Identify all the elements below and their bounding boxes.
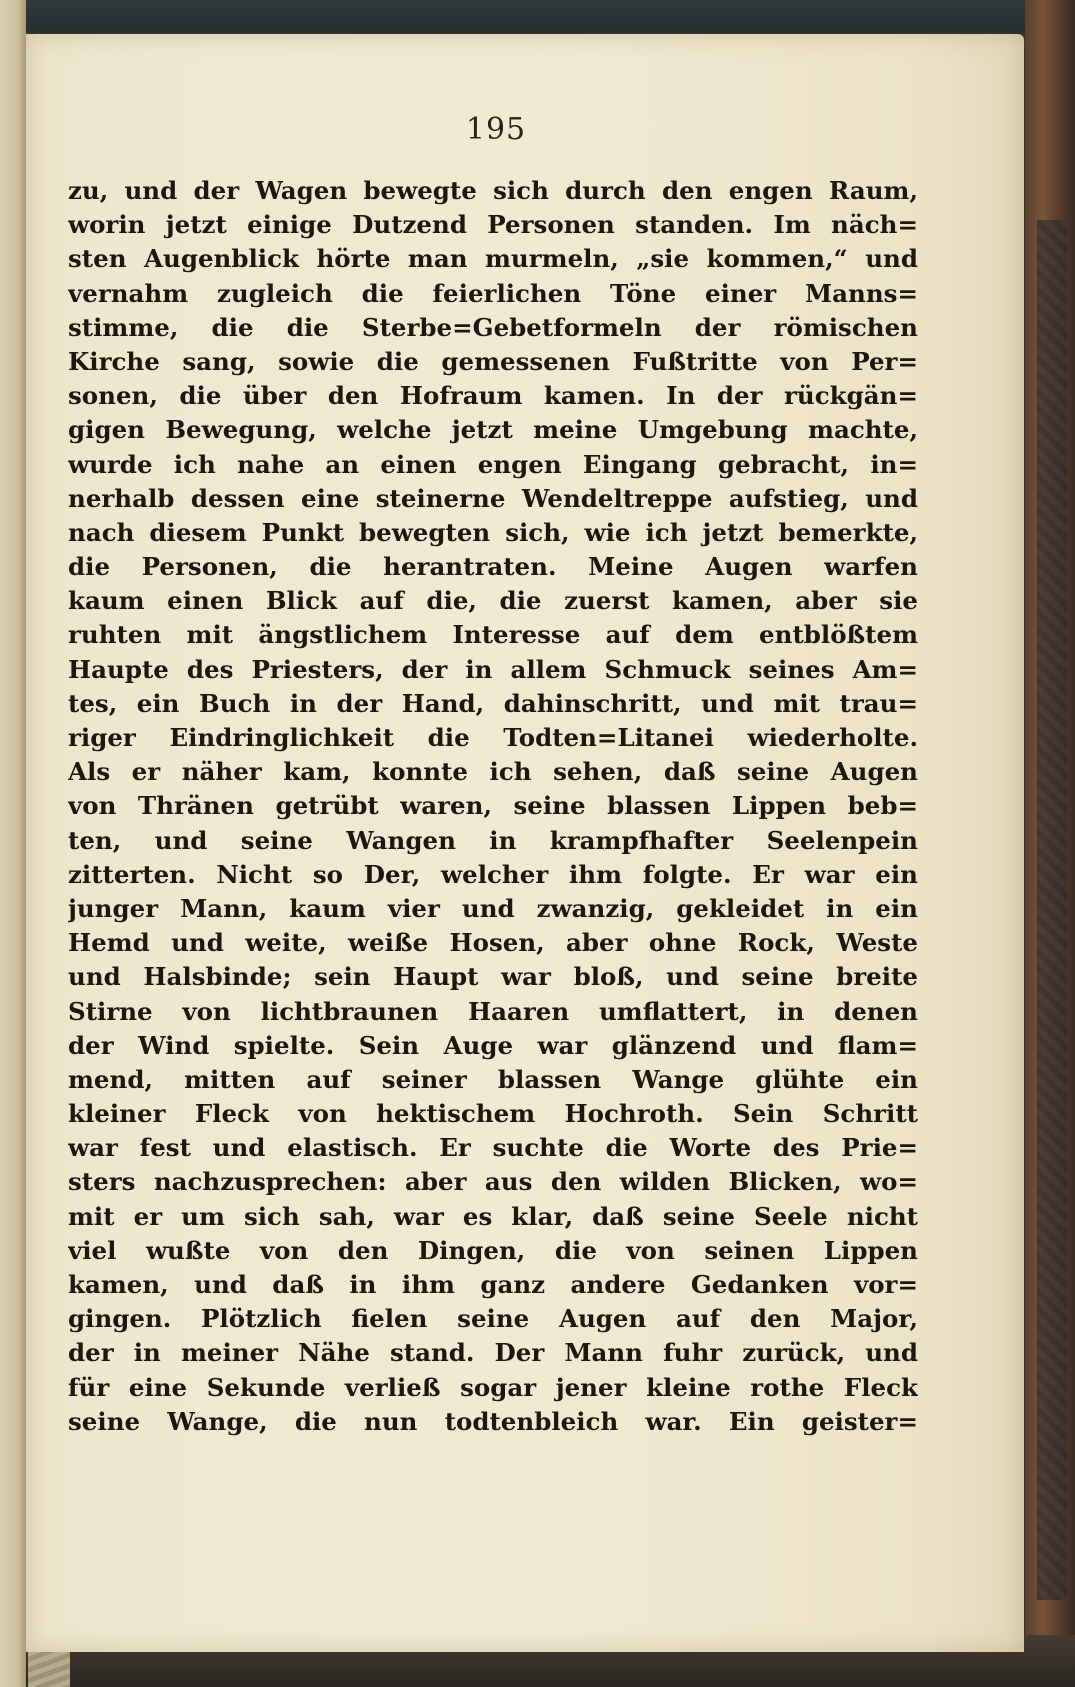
text-line: tes, ein Buch in der Hand, dahinschritt, und mit trau=	[68, 688, 918, 718]
text-line: Kirche sang, sowie die gemessenen Fußtritte von Per=	[68, 346, 918, 376]
text-line: kaum einen Blick auf die, die zuerst kamen, aber sie	[68, 586, 918, 616]
text-line: stimme, die die Sterbe=Gebetformeln der römischen	[68, 312, 918, 342]
text-line: nach diesem Punkt bewegten sich, wie ich jetzt bemerkte,	[68, 517, 918, 547]
text-line: nerhalb dessen eine steinerne Wendeltreppe aufstieg, und	[68, 483, 918, 513]
book-binding-right	[1025, 0, 1075, 1687]
text-line: kamen, und daß in ihm ganz andere Gedanken vor=	[68, 1270, 918, 1299]
text-line: viel wußte von den Dingen, die von seinen Lippen	[68, 1235, 918, 1265]
text-line: zitterten. Nicht so Der, welcher ihm folgte. Er war ein	[68, 859, 918, 889]
text-line: worin jetzt einige Dutzend Personen standen. Im näch=	[68, 210, 918, 240]
binding-cloth	[1037, 220, 1067, 1600]
text-line: ruhten mit ängstlichem Interesse auf dem entblößtem	[68, 620, 918, 650]
text-line: mit er um sich sah, war es klar, daß seine Seele nicht	[68, 1201, 918, 1231]
text-line: zu, und der Wagen bewegte sich durch den engen Raum,	[68, 176, 918, 205]
text-line: der in meiner Nähe stand. Der Mann fuhr zurück, und	[68, 1338, 918, 1368]
text-line: sten Augenblick hörte man murmeln, „sie kommen,“ und	[68, 244, 918, 274]
text-line: sonen, die über den Hofraum kamen. In der rückgän=	[68, 381, 918, 411]
page-number: 195	[465, 112, 527, 147]
book-binding-left	[0, 0, 26, 1687]
text-line: für eine Sekunde verließ sogar jener kleine rothe Fleck	[68, 1372, 918, 1402]
text-line: Hemd und weite, weiße Hosen, aber ohne Rock, Weste	[68, 928, 918, 958]
text-line: wurde ich nahe an einen engen Eingang gebracht, in=	[68, 449, 918, 479]
text-line: Als er näher kam, konnte ich sehen, daß seine Augen	[68, 757, 918, 787]
text-line: von Thränen getrübt waren, seine blassen Lippen beb=	[68, 791, 918, 821]
text-line: und Halsbinde; sein Haupt war bloß, und seine breite	[68, 962, 918, 992]
text-line: kleiner Fleck von hektischem Hochroth. Sein Schritt	[68, 1099, 918, 1129]
book-page	[26, 34, 1024, 1652]
text-line: die Personen, die herantraten. Meine Augen warfen	[68, 552, 918, 582]
page-text	[68, 174, 918, 1439]
text-line: junger Mann, kaum vier und zwanzig, gekleidet in ein	[68, 893, 918, 923]
text-line: gigen Bewegung, welche jetzt meine Umgebung machte,	[68, 415, 918, 445]
text-line: war fest und elastisch. Er suchte die Worte des Prie=	[68, 1133, 918, 1163]
text-line: riger Eindringlichkeit die Todten=Litanei wiederholte.	[68, 723, 918, 752]
text-line: Stirne von lichtbraunen Haaren umflattert, in denen	[68, 996, 918, 1026]
text-line: Haupte des Priesters, der in allem Schmuck seines Am=	[68, 654, 918, 684]
text-line: mend, mitten auf seiner blassen Wange glühte ein	[68, 1064, 918, 1094]
text-line: seine Wange, die nun todtenbleich war. Ein geister=	[68, 1406, 918, 1436]
text-line: gingen. Plötzlich fielen seine Augen auf den Major,	[68, 1304, 918, 1334]
text-line: der Wind spielte. Sein Auge war glänzend und flam=	[68, 1030, 918, 1060]
text-line: sters nachzusprechen: aber aus den wilden Blicken, wo=	[68, 1167, 918, 1197]
text-line: ten, und seine Wangen in krampfhafter Seelenpein	[68, 825, 918, 855]
text-line: vernahm zugleich die feierlichen Töne einer Manns=	[68, 278, 918, 308]
